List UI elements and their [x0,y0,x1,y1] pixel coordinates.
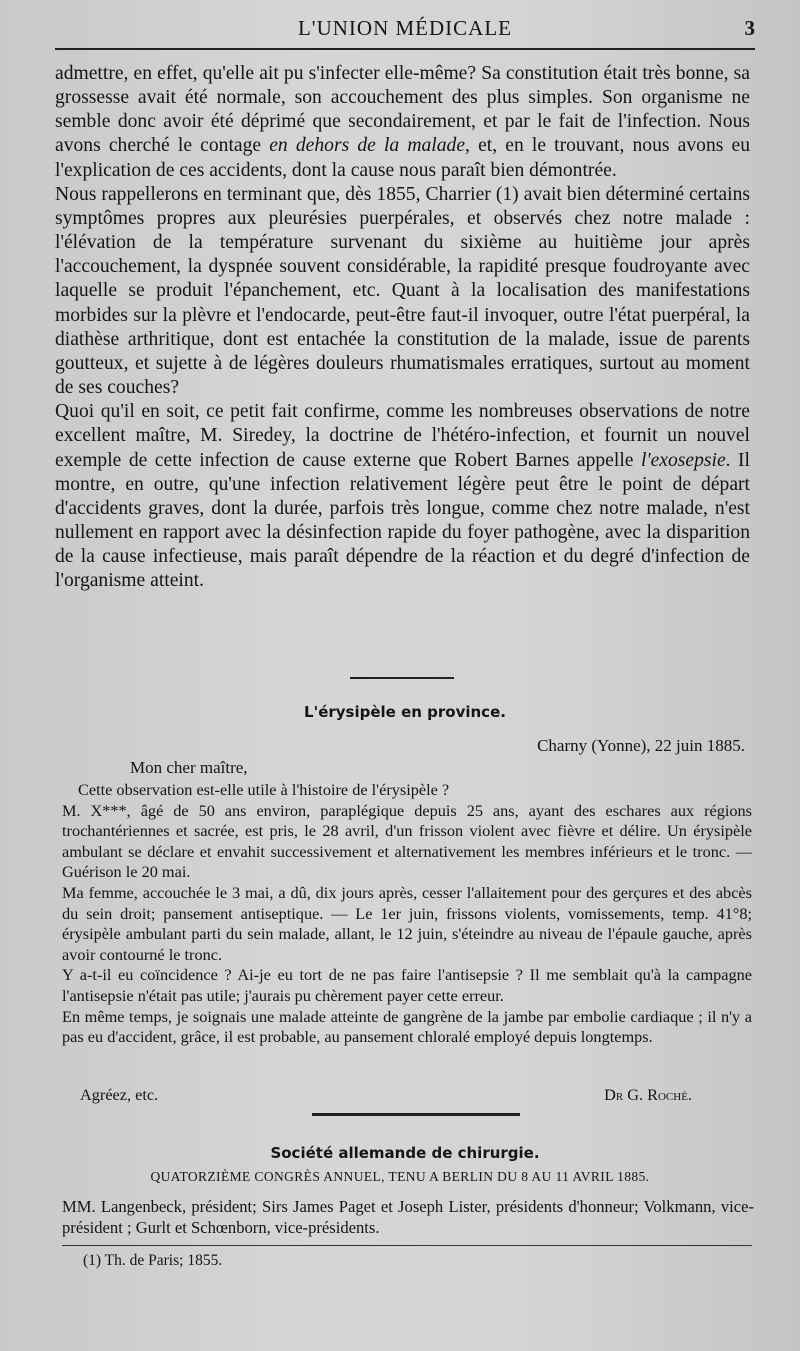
paragraph-text: admettre, en effet, qu'elle ait pu s'infecter elle-même? Sa constitution était très bonne, sa grossesse avait été normale, son accouchement des plus simples. Son organisme ne semble donc avoir été déprimé que secondairement, et par le fait de l'infection. Nous avons cherché le contage [55,63,750,157]
members-list [62,1197,754,1239]
letter-closing-row [62,1085,752,1107]
page-number: 3 [744,16,755,40]
letter-paragraph: Y a-t-il eu coïncidence ? Ai-je eu tort de ne pas faire l'antisepsie ? Il me semblait qu'à la campagne l'antisepsie n'était pas utile; j'aurais pu chèrement payer cette erreur. [62,965,752,1005]
letter-salutation: Mon cher maître, [130,758,248,777]
letter-place-date: Charny (Yonne), 22 juin 1885. [537,736,745,755]
section-title: L'érysipèle en province. [304,703,506,721]
italic-phrase: en dehors de la malade [269,135,466,157]
article-body [55,62,750,593]
paragraph [55,62,750,183]
section-divider [350,677,454,679]
members-text: MM. Langenbeck, président; Sirs James Paget et Joseph Lister, présidents d'honneur; Volkmann, vice-président ; Gurlt et Schœnborn, vice-présidents. [62,1197,754,1237]
congress-subtitle: QUATORZIÈME CONGRÈS ANNUEL, TENU A BERLIN DU 8 AU 11 AVRIL 1885. [150,1169,650,1184]
footnote-rule [62,1245,752,1246]
paragraph-text: , et, en le trouvant, nous avons eu l'explication de ces accidents, dont la cause nous paraît bien démontrée. [55,135,751,181]
letter-body [62,780,752,1048]
footnote: (1) Th. de Paris; 1855. [83,1252,223,1269]
letter-closing: Agréez, etc. [80,1085,159,1104]
section-divider [312,1113,520,1116]
italic-phrase: l'exosepsie [640,449,726,471]
section-title: Société allemande de chirurgie. [270,1144,540,1162]
letter-paragraph: En même temps, je soignais une malade atteinte de gangrène de la jambe par embolie cardiaque ; il n'y a pas eu d'accident, grâce, il est probable, au pansement chloralé employé depuis longtemps. [62,1006,752,1047]
page-header [55,16,755,46]
paragraph-text: . Il montre, en outre, qu'une infection relativement légère peut être le point de départ d'accidents graves, dont la durée, parfois très longue, comme chez notre malade, n'est nullement en rapport avec la désinfection rapide du foyer pathogène, avec la disparition de la cause infectieuse, mais paraît dépendre de la réaction et du degré d'infection de l'organisme atteint. [55,449,750,592]
letter-paragraph: Ma femme, accouchée le 3 mai, a dû, dix jours après, cesser l'allaitement pour des gerçures et des abcès du sein droit; pansement antiseptique. — Le 1er juin, frissons violents, vomissements, temp. 41°8; érysipèle ambulant parti du sein malade, allant, le 12 juin, s'éteindre au niveau de l'épaule gauche, après avoir contourné le tronc. [62,882,752,964]
paragraph [55,400,750,593]
running-title: L'UNION MÉDICALE [297,16,512,40]
paragraph-text: Quoi qu'il en soit, ce petit fait confirme, comme les nombreuses observations de notre excellent maître, M. Siredey, la doctrine de l'hétéro-infection, et fournit un nouvel exemple de cette infection de cause externe que Robert Barnes appelle [55,401,750,471]
paragraph: Nous rappellerons en terminant que, dès 1855, Charrier (1) avait bien déterminé certains symptômes propres aux pleurésies puerpérales, et observés chez notre malade : l'élévation de la température survenant du sixième au huitième jour après l'accouchement, la dyspnée souvent considérable, la rapidité presque foudroyante avec laquelle se produit l'épanchement, etc. Quant à la localisation des manifestations morbides sur la plèvre et l'endocarde, peut-être faut-il invoquer, outre l'état puerpéral, la diathèse arthritique, dont est entachée la constitution de la malade, issue de parents goutteux, et sujette à de légères douleurs rhumatismales erratiques, surtout au moment de ses couches? [55,183,750,399]
header-rule [55,48,755,50]
letter-paragraph: Cette observation est-elle utile à l'histoire de l'érysipèle ? [78,780,450,799]
letter-signature: Dr G. Roché. [604,1085,692,1104]
letter-paragraph: M. X***, âgé de 50 ans environ, paraplégique depuis 25 ans, ayant des eschares aux régions trochantériennes et sacrée, est pris, le 28 avril, d'un frisson violent avec fièvre et délire. Un érysipèle ambulant se déclare et envahit successivement et alternativement les membres inférieurs et le tronc. — Guérison le 20 mai. [62,800,752,882]
